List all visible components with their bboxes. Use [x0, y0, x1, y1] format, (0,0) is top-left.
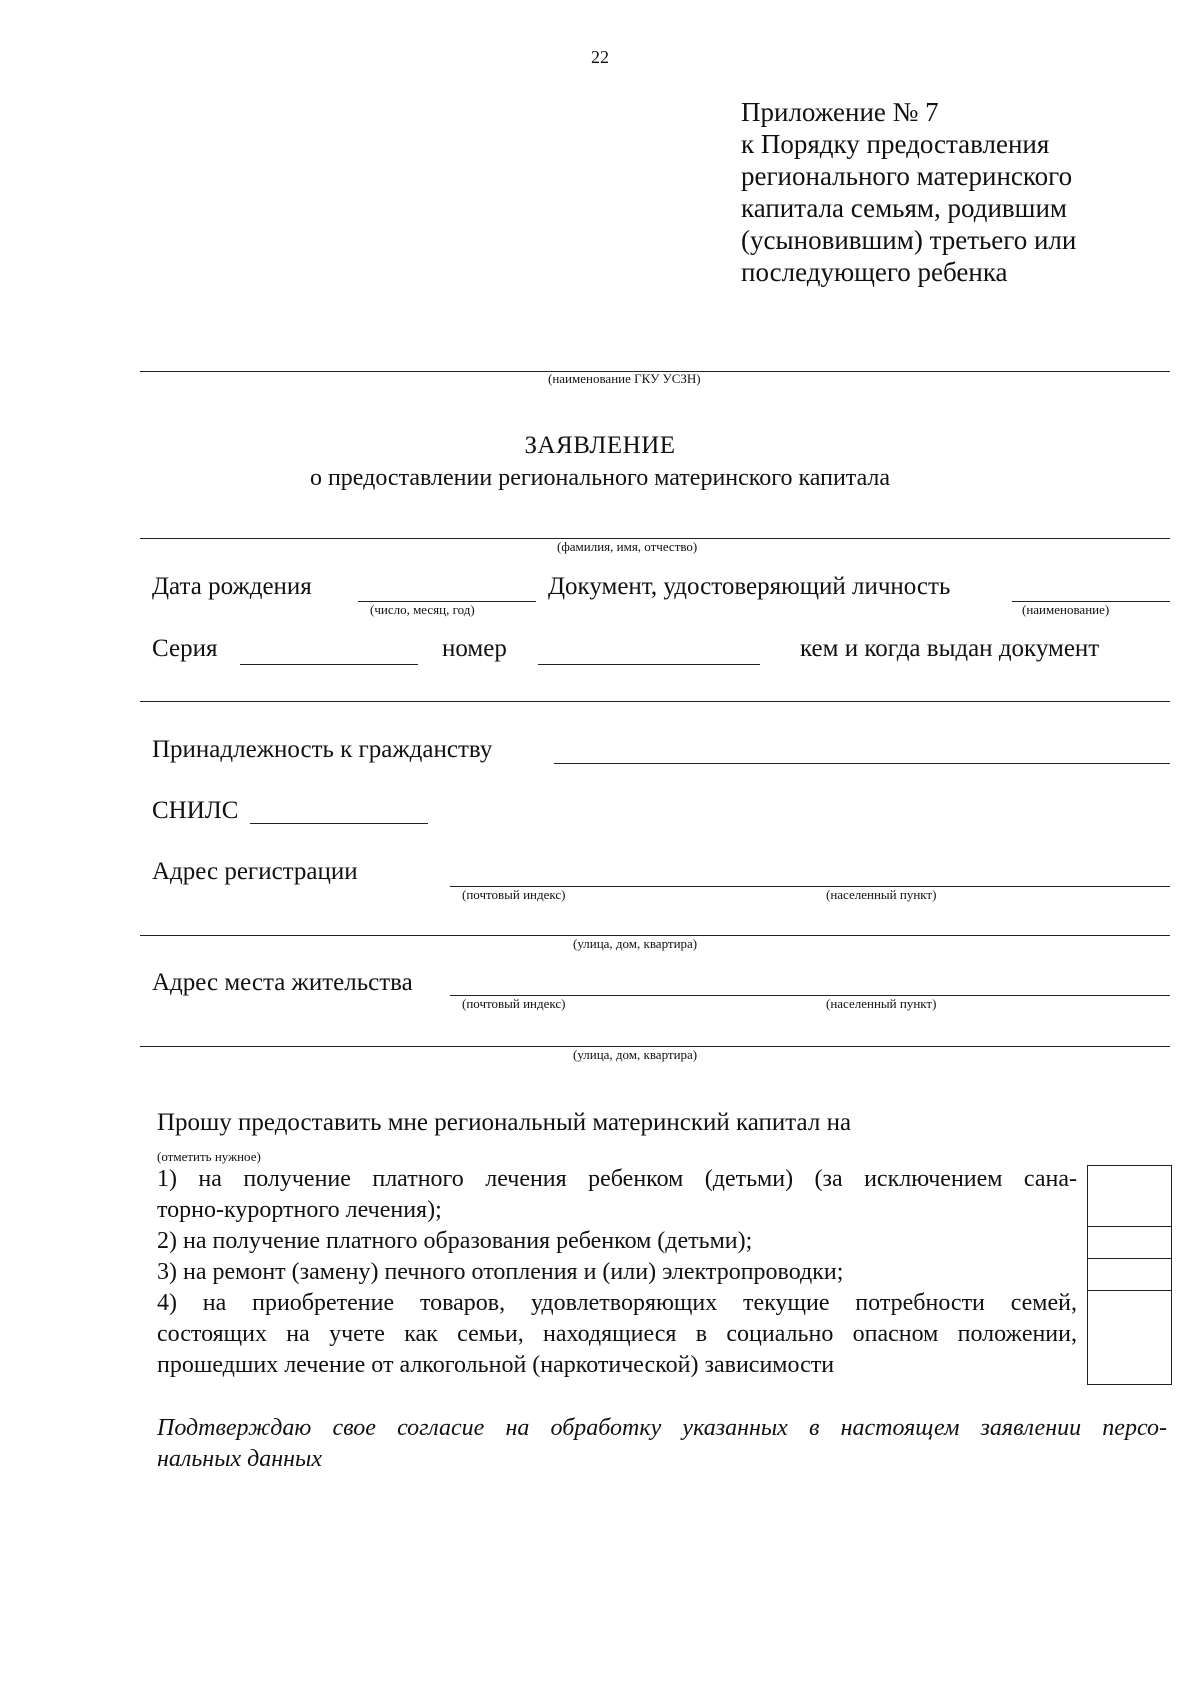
appendix-line: регионального материнского — [741, 161, 1073, 191]
series-label: Серия — [152, 635, 218, 662]
snils-field[interactable] — [250, 823, 428, 824]
issued-by-field[interactable] — [140, 701, 1170, 702]
options-list — [157, 1164, 1077, 1381]
birth-date-caption: (число, месяц, год) — [370, 602, 475, 617]
option-4-line: состоящих на учете как семьи, находящиеся в социально опасном положении, — [157, 1321, 1077, 1347]
snils-label: СНИЛС — [152, 797, 239, 824]
appendix-header — [741, 96, 1076, 288]
option-2-line: 2) на получение платного образования ребенком (детьми); — [157, 1228, 753, 1254]
option-2-checkbox[interactable] — [1088, 1227, 1171, 1259]
appendix-line: Приложение № 7 — [741, 97, 939, 127]
residence-address-label: Адрес места жительства — [152, 969, 413, 996]
option-3-checkbox[interactable] — [1088, 1259, 1171, 1291]
option-4-line: 4) на приобретение товаров, удовлетворяющих текущие потребности семей, — [157, 1290, 1077, 1316]
id-document-label: Документ, удостоверяющий личность — [548, 573, 951, 600]
option-1-line: торно-курортного лечения); — [157, 1197, 442, 1223]
appendix-line: к Порядку предоставления — [741, 129, 1050, 159]
option-4-line: прошедших лечение от алкогольной (наркотической) зависимости — [157, 1352, 835, 1378]
id-document-caption: (наименование) — [1022, 602, 1110, 617]
option-1-line: 1) на получение платного лечения ребенком (детьми) (за исключением сана- — [157, 1166, 1077, 1192]
number-field[interactable] — [538, 664, 760, 665]
consent-text-line: нальных данных — [157, 1446, 322, 1472]
appendix-line: последующего ребенка — [741, 257, 1008, 287]
document-subtitle: о предоставлении регионального материнского капитала — [309, 465, 891, 491]
citizenship-label: Принадлежность к гражданству — [152, 736, 493, 763]
residence-locality-caption: (населенный пункт) — [826, 996, 937, 1011]
citizenship-field[interactable] — [554, 763, 1170, 764]
number-label: номер — [442, 635, 507, 662]
registration-address-label: Адрес регистрации — [152, 858, 358, 885]
appendix-line: капитала семьям, родившим — [741, 193, 1067, 223]
consent-text-line: Подтверждаю свое согласие на обработку указанных в настоящем заявлении персо- — [157, 1415, 1167, 1441]
issued-by-label: кем и когда выдан документ — [800, 635, 1100, 662]
appendix-line: (усыновившим) третьего или — [741, 225, 1077, 255]
option-4-checkbox[interactable] — [1088, 1291, 1171, 1384]
option-3-line: 3) на ремонт (замену) печного отопления и (или) электропроводки; — [157, 1259, 844, 1285]
option-1-checkbox[interactable] — [1088, 1166, 1171, 1227]
residence-postal-caption: (почтовый индекс) — [462, 996, 566, 1011]
agency-name-caption: (наименование ГКУ УСЗН) — [548, 371, 701, 386]
registration-street-caption: (улица, дом, квартира) — [573, 936, 698, 951]
options-checkbox-table — [1087, 1165, 1172, 1385]
mark-note: (отметить нужное) — [157, 1149, 261, 1164]
request-text: Прошу предоставить мне региональный материнский капитал на — [157, 1109, 852, 1136]
residence-street-caption: (улица, дом, квартира) — [573, 1047, 698, 1062]
full-name-caption: (фамилия, имя, отчество) — [557, 539, 698, 554]
document-title: ЗАЯВЛЕНИЕ — [524, 432, 676, 459]
registration-locality-caption: (населенный пункт) — [826, 887, 937, 902]
series-field[interactable] — [240, 664, 418, 665]
page-number: 22 — [591, 47, 609, 67]
birth-date-label: Дата рождения — [152, 573, 312, 600]
registration-postal-caption: (почтовый индекс) — [462, 887, 566, 902]
